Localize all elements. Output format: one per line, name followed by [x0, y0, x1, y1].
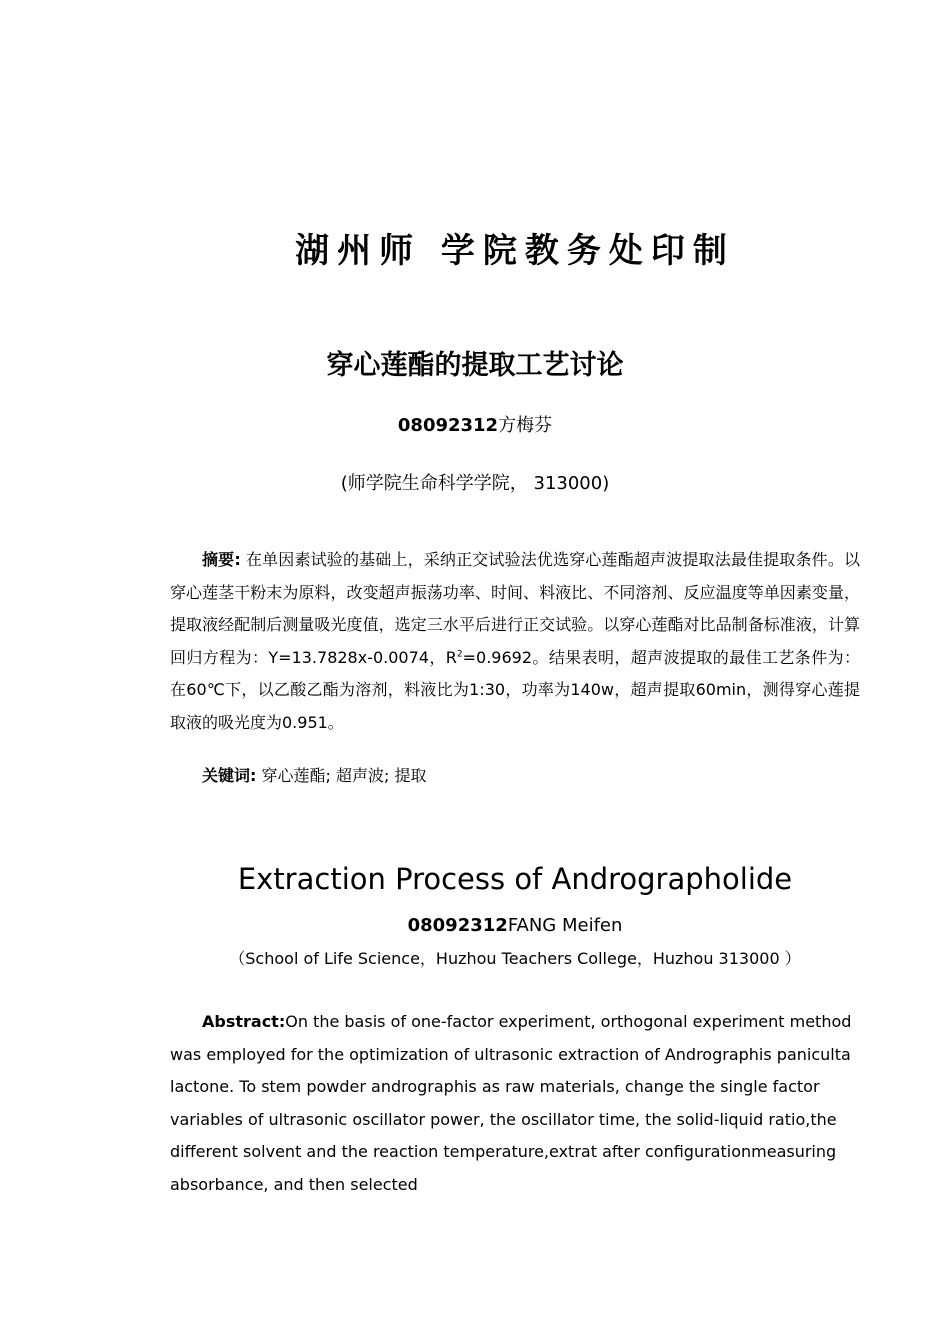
- cn-student-id: 08092312: [397, 415, 499, 436]
- en-abstract: [170, 1006, 860, 1201]
- cn-author-line: [0, 412, 950, 440]
- cn-abstract-text-1: 在单因素试验的基础上，采纳正交试验法优选穿心莲酯超声波提取法最佳提取条件。以穿心莲茎干粉末为原料，改变超声振荡功率、时间、料液比、不同溶剂、反应温度等单因素变量，提取液经配制后测量吸光度值，选定三水平后进行正交试验。以穿心莲酯对比品制备标准液，计算回归方程为：Y=13.7828x-0.0074，R: [170, 550, 860, 667]
- en-author-name: FANG Meifen: [507, 915, 623, 936]
- en-paper-title: Extraction Process of Andrographolide: [237, 862, 793, 896]
- en-abstract-text: On the basis of one-factor experiment, orthogonal experiment method was employed for the optimization of ultrasonic extraction of Andrographis paniculta lactone. To stem powder andrographis as raw materials, change the single factor variables of ultrasonic oscillator power, the oscillator time, the solid-liquid ratio,the different solvent and the reaction temperature,extrat after configurationmeasuring absorbance, and then selected: [170, 1012, 852, 1194]
- cn-abstract: [170, 544, 860, 739]
- cn-abstract-text-2: =0.9692。结果表明，超声波提取的最佳工艺条件为：在60℃下，以乙酸乙酯为溶剂，料液比为1:30，功率为140w，超声提取60min，测得穿心莲提取液的吸光度为0.951。: [170, 647, 860, 732]
- en-affiliation: （School of Life Science，Huzhou Teachers College，Huzhou 313000 ）: [229, 949, 801, 968]
- cn-keywords: [202, 762, 426, 790]
- printer-heading: 湖州师 学院教务处印制: [295, 231, 735, 271]
- cn-keywords-label: 关键词:: [202, 766, 257, 785]
- cn-affiliation: (师学院生命科学学院， 313000): [340, 473, 610, 494]
- cn-abstract-label: 摘要:: [202, 550, 241, 569]
- en-student-id: 08092312: [407, 915, 508, 936]
- cn-author-name: 方梅芬: [498, 415, 553, 436]
- cn-abstract-superscript: 2: [456, 649, 463, 660]
- en-abstract-label: Abstract:: [202, 1012, 286, 1031]
- en-author-line: [40, 912, 950, 940]
- cn-keywords-text: 穿心莲酯; 超声波; 提取: [256, 766, 427, 785]
- cn-paper-title: 穿心莲酯的提取工艺讨论: [326, 350, 624, 381]
